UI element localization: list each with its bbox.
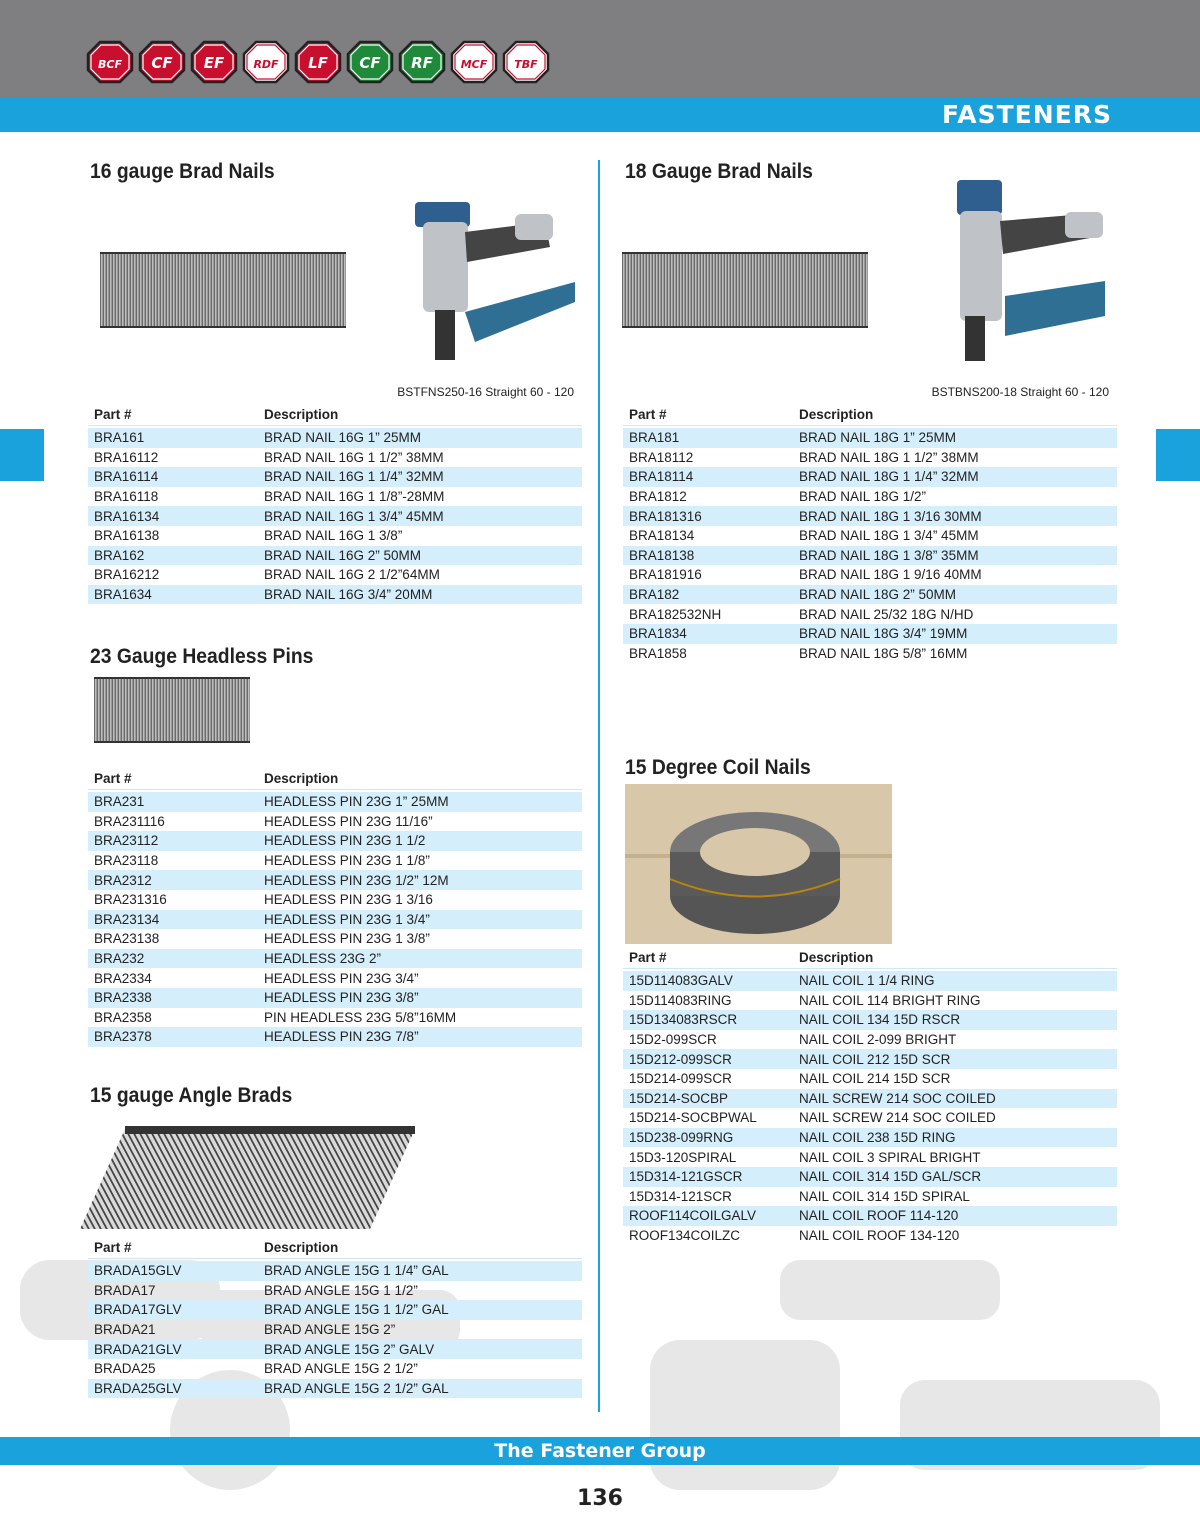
- coil15-image: [625, 784, 892, 944]
- description: HEADLESS PIN 23G 7/8”: [264, 1029, 419, 1045]
- description: BRAD NAIL 16G 1 3/4” 45MM: [264, 508, 444, 524]
- description: BRAD NAIL 18G 3/4” 19MM: [799, 626, 968, 642]
- table-row: [88, 1320, 582, 1340]
- part-number: 15D214-099SCR: [629, 1071, 732, 1087]
- description: BRAD NAIL 18G 1 3/4” 45MM: [799, 528, 979, 544]
- description: BRAD ANGLE 15G 2” GALV: [264, 1341, 435, 1357]
- table-row: [88, 929, 582, 949]
- description: BRAD ANGLE 15G 1 1/4” GAL: [264, 1263, 449, 1279]
- pins23-title: 23 Gauge Headless Pins: [90, 645, 314, 668]
- part-number: BRA2378: [94, 1029, 152, 1045]
- part-number: BRA2334: [94, 970, 152, 986]
- part-number: BRA181316: [629, 508, 702, 524]
- part-number: BRA231316: [94, 892, 167, 908]
- description: BRAD NAIL 18G 1 9/16 40MM: [799, 567, 982, 583]
- table-row: [88, 851, 582, 871]
- description: HEADLESS PIN 23G 1/2” 12M: [264, 872, 449, 888]
- part-number: BRA162: [94, 547, 145, 563]
- part-number: ROOF134COILZC: [629, 1228, 741, 1244]
- table-row: [88, 1339, 582, 1359]
- description: BRAD NAIL 18G 1 1/2” 38MM: [799, 449, 979, 465]
- table-header: [88, 766, 582, 790]
- table-row: [88, 565, 582, 585]
- description: BRAD NAIL 25/32 18G N/HD: [799, 606, 974, 622]
- column-header-part: Part #: [629, 950, 667, 965]
- column-header-description: Description: [264, 407, 339, 422]
- description: BRAD NAIL 16G 3/4” 20MM: [264, 587, 433, 603]
- description: BRAD NAIL 16G 1 1/4” 32MM: [264, 469, 444, 485]
- pins23-image: [94, 677, 250, 743]
- part-number: BRA231: [94, 794, 145, 810]
- part-number: 15D114083RING: [629, 992, 732, 1008]
- brad18-title: 18 Gauge Brad Nails: [625, 160, 813, 183]
- table-header: [88, 402, 582, 426]
- description: HEADLESS PIN 23G 3/4”: [264, 970, 419, 986]
- table-row: [88, 968, 582, 988]
- table-row: [623, 1010, 1117, 1030]
- brad18-table: [623, 402, 1117, 663]
- table-row: [623, 428, 1117, 448]
- logo-text: TBF: [514, 58, 538, 71]
- description: BRAD NAIL 18G 5/8” 16MM: [799, 645, 968, 661]
- part-number: 15D314-121SCR: [629, 1188, 732, 1204]
- part-number: BRA231116: [94, 813, 165, 829]
- brad16-table: [88, 402, 582, 604]
- description: NAIL COIL 114 BRIGHT RING: [799, 992, 981, 1008]
- table-row: [88, 1300, 582, 1320]
- table-row: [623, 565, 1117, 585]
- table-row: [623, 1147, 1117, 1167]
- part-number: BRADA17: [94, 1282, 156, 1298]
- description: NAIL COIL 238 15D RING: [799, 1130, 956, 1146]
- brad16-nailer-image: [405, 192, 580, 372]
- section-band: [0, 98, 1200, 132]
- part-number: BRA232: [94, 951, 145, 967]
- column-header-description: Description: [799, 407, 874, 422]
- table-row: [623, 1049, 1117, 1069]
- part-number: BRA182: [629, 587, 680, 603]
- column-header-description: Description: [264, 1240, 339, 1255]
- description: NAIL SCREW 214 SOC COILED: [799, 1090, 996, 1106]
- table-row: [88, 506, 582, 526]
- description: HEADLESS 23G 2”: [264, 951, 382, 967]
- footer-band: [0, 1437, 1200, 1465]
- description: HEADLESS PIN 23G 11/16”: [264, 813, 433, 829]
- brad16-caption: BSTFNS250-16 Straight 60 - 120: [397, 385, 574, 399]
- part-number: BRA2358: [94, 1009, 152, 1025]
- pins23-table: [88, 766, 582, 1047]
- part-number: BRADA21GLV: [94, 1341, 182, 1357]
- column-header-description: Description: [264, 771, 339, 786]
- column-header-part: Part #: [94, 407, 132, 422]
- table-row: [623, 526, 1117, 546]
- part-number: BRA1834: [629, 626, 687, 642]
- part-number: 15D238-099RNG: [629, 1130, 734, 1146]
- logo-text: EF: [203, 54, 225, 72]
- table-row: [623, 487, 1117, 507]
- left-edge-tab: [0, 429, 44, 481]
- column-header-description: Description: [799, 950, 874, 965]
- description: BRAD ANGLE 15G 2 1/2” GAL: [264, 1380, 449, 1396]
- table-row: [623, 1030, 1117, 1050]
- logo-text: BCF: [98, 58, 122, 71]
- table-row: [623, 1128, 1117, 1148]
- table-row: [623, 1089, 1117, 1109]
- angle15-table: [88, 1235, 582, 1398]
- tbf-logo: [502, 40, 550, 84]
- table-header: [623, 402, 1117, 426]
- column-divider: [598, 160, 600, 1412]
- part-number: BRA181916: [629, 567, 702, 583]
- page-number: 136: [577, 1486, 623, 1511]
- description: NAIL COIL 314 15D GAL/SCR: [799, 1169, 982, 1185]
- description: PIN HEADLESS 23G 5/8”16MM: [264, 1009, 457, 1025]
- description: HEADLESS PIN 23G 3/8”: [264, 990, 419, 1006]
- table-row: [623, 448, 1117, 468]
- table-row: [623, 1206, 1117, 1226]
- description: BRAD ANGLE 15G 2”: [264, 1322, 396, 1338]
- brand-logos: [86, 40, 550, 84]
- description: BRAD NAIL 16G 1 3/8”: [264, 528, 403, 544]
- part-number: BRADA17GLV: [94, 1302, 182, 1318]
- table-row: [623, 604, 1117, 624]
- table-row: [88, 546, 582, 566]
- coil15-title: 15 Degree Coil Nails: [625, 756, 811, 779]
- description: BRAD NAIL 18G 2” 50MM: [799, 587, 957, 603]
- brad16-nails-image: [100, 252, 346, 328]
- table-header: [623, 945, 1117, 969]
- description: HEADLESS PIN 23G 1 1/2: [264, 833, 426, 849]
- description: NAIL COIL 314 15D SPIRAL: [799, 1188, 970, 1204]
- table-header: [88, 1235, 582, 1259]
- brad18-nails-image: [622, 252, 868, 328]
- brad18-caption: BSTBNS200-18 Straight 60 - 120: [931, 385, 1109, 399]
- description: NAIL COIL 214 15D SCR: [799, 1071, 951, 1087]
- angle15-image: [80, 1124, 420, 1234]
- part-number: 15D2-099SCR: [629, 1032, 717, 1048]
- table-row: [623, 971, 1117, 991]
- part-number: BRA16212: [94, 567, 160, 583]
- description: HEADLESS PIN 23G 1 3/4”: [264, 911, 430, 927]
- description: NAIL COIL ROOF 114-120: [799, 1208, 959, 1224]
- part-number: 15D214-SOCBPWAL: [629, 1110, 757, 1126]
- part-number: BRADA21: [94, 1322, 156, 1338]
- description: NAIL COIL 134 15D RSCR: [799, 1012, 961, 1028]
- description: HEADLESS PIN 23G 1 3/16: [264, 892, 433, 908]
- logo-text: RDF: [253, 58, 279, 71]
- table-row: [623, 1226, 1117, 1246]
- part-number: BRA2312: [94, 872, 152, 888]
- table-row: [88, 448, 582, 468]
- table-row: [88, 812, 582, 832]
- part-number: BRA16114: [94, 469, 159, 485]
- description: NAIL COIL 212 15D SCR: [799, 1051, 951, 1067]
- table-row: [623, 506, 1117, 526]
- part-number: BRA16134: [94, 508, 160, 524]
- description: BRAD NAIL 18G 1” 25MM: [799, 430, 957, 446]
- right-edge-tab: [1156, 429, 1200, 481]
- table-row: [88, 1027, 582, 1047]
- table-row: [88, 467, 582, 487]
- description: BRAD NAIL 18G 1 1/4” 32MM: [799, 469, 979, 485]
- description: BRAD NAIL 16G 2 1/2”64MM: [264, 567, 440, 583]
- cf-green-logo: [346, 40, 394, 84]
- lf-logo: [294, 40, 342, 84]
- description: BRAD NAIL 18G 1 3/8” 35MM: [799, 547, 979, 563]
- description: BRAD NAIL 16G 1” 25MM: [264, 430, 422, 446]
- part-number: BRADA25: [94, 1361, 156, 1377]
- table-row: [88, 1261, 582, 1281]
- part-number: BRA18114: [629, 469, 694, 485]
- table-row: [623, 991, 1117, 1011]
- table-row: [623, 1167, 1117, 1187]
- part-number: BRA23134: [94, 911, 160, 927]
- table-row: [623, 1108, 1117, 1128]
- column-header-part: Part #: [94, 771, 132, 786]
- ef-logo: [190, 40, 238, 84]
- rf-logo: [398, 40, 446, 84]
- logo-text: LF: [308, 54, 328, 72]
- description: NAIL COIL 3 SPIRAL BRIGHT: [799, 1149, 981, 1165]
- rdf-logo: [242, 40, 290, 84]
- description: BRAD NAIL 18G 1 3/16 30MM: [799, 508, 982, 524]
- angle15-title: 15 gauge Angle Brads: [90, 1084, 293, 1107]
- description: HEADLESS PIN 23G 1” 25MM: [264, 794, 449, 810]
- description: NAIL COIL ROOF 134-120: [799, 1228, 960, 1244]
- table-row: [88, 1359, 582, 1379]
- part-number: BRADA25GLV: [94, 1380, 182, 1396]
- brad18-nailer-image: [945, 176, 1110, 371]
- part-number: 15D212-099SCR: [629, 1051, 732, 1067]
- description: BRAD NAIL 16G 1 1/8”-28MM: [264, 489, 445, 505]
- part-number: 15D134083RSCR: [629, 1012, 738, 1028]
- part-number: BRA18134: [629, 528, 695, 544]
- brad16-title: 16 gauge Brad Nails: [90, 160, 275, 183]
- description: BRAD NAIL 16G 2” 50MM: [264, 547, 422, 563]
- description: BRAD NAIL 16G 1 1/2” 38MM: [264, 449, 444, 465]
- table-row: [623, 585, 1117, 605]
- part-number: BRA1858: [629, 645, 687, 661]
- part-number: BRA18112: [629, 449, 694, 465]
- footer-company: The Fastener Group: [494, 1440, 706, 1462]
- table-row: [88, 988, 582, 1008]
- part-number: BRA2338: [94, 990, 152, 1006]
- table-row: [88, 428, 582, 448]
- table-row: [623, 1187, 1117, 1207]
- description: BRAD ANGLE 15G 2 1/2”: [264, 1361, 418, 1377]
- table-row: [623, 644, 1117, 664]
- table-row: [88, 1281, 582, 1301]
- part-number: BRA16118: [94, 489, 159, 505]
- table-row: [623, 546, 1117, 566]
- table-row: [88, 487, 582, 507]
- table-row: [88, 831, 582, 851]
- logo-text: CF: [151, 54, 173, 72]
- table-row: [88, 792, 582, 812]
- table-row: [88, 585, 582, 605]
- part-number: BRA182532NH: [629, 606, 722, 622]
- description: BRAD ANGLE 15G 1 1/2” GAL: [264, 1302, 449, 1318]
- table-row: [88, 1379, 582, 1399]
- part-number: ROOF114COILGALV: [629, 1208, 757, 1224]
- table-row: [88, 949, 582, 969]
- part-number: BRA23112: [94, 833, 159, 849]
- part-number: 15D314-121GSCR: [629, 1169, 743, 1185]
- table-row: [88, 890, 582, 910]
- part-number: 15D214-SOCBP: [629, 1090, 729, 1106]
- part-number: BRA23118: [94, 853, 159, 869]
- part-number: 15D114083GALV: [629, 973, 733, 989]
- table-row: [623, 624, 1117, 644]
- logo-text: MCF: [460, 58, 488, 71]
- logo-text: CF: [359, 54, 381, 72]
- bcf-logo: [86, 40, 134, 84]
- cf-logo: [138, 40, 186, 84]
- description: BRAD ANGLE 15G 1 1/2”: [264, 1282, 418, 1298]
- part-number: BRA16112: [94, 449, 159, 465]
- description: BRAD NAIL 18G 1/2”: [799, 489, 927, 505]
- mcf-logo: [450, 40, 498, 84]
- table-row: [88, 1008, 582, 1028]
- part-number: BRA18138: [629, 547, 695, 563]
- part-number: BRA1634: [94, 587, 152, 603]
- part-number: BRA16138: [94, 528, 160, 544]
- part-number: BRA161: [94, 430, 145, 446]
- table-row: [88, 870, 582, 890]
- part-number: BRA1812: [629, 489, 687, 505]
- description: HEADLESS PIN 23G 1 1/8”: [264, 853, 430, 869]
- description: NAIL COIL 2-099 BRIGHT: [799, 1032, 957, 1048]
- coil15-table: [623, 945, 1117, 1245]
- part-number: BRADA15GLV: [94, 1263, 182, 1279]
- column-header-part: Part #: [629, 407, 667, 422]
- description: NAIL SCREW 214 SOC COILED: [799, 1110, 996, 1126]
- table-row: [88, 910, 582, 930]
- part-number: 15D3-120SPIRAL: [629, 1149, 737, 1165]
- part-number: BRA23138: [94, 931, 160, 947]
- part-number: BRA181: [629, 430, 680, 446]
- column-header-part: Part #: [94, 1240, 132, 1255]
- description: HEADLESS PIN 23G 1 3/8”: [264, 931, 430, 947]
- logo-text: RF: [411, 54, 433, 72]
- description: NAIL COIL 1 1/4 RING: [799, 973, 935, 989]
- table-row: [623, 467, 1117, 487]
- table-row: [88, 526, 582, 546]
- table-row: [623, 1069, 1117, 1089]
- section-title: FASTENERS: [942, 100, 1112, 129]
